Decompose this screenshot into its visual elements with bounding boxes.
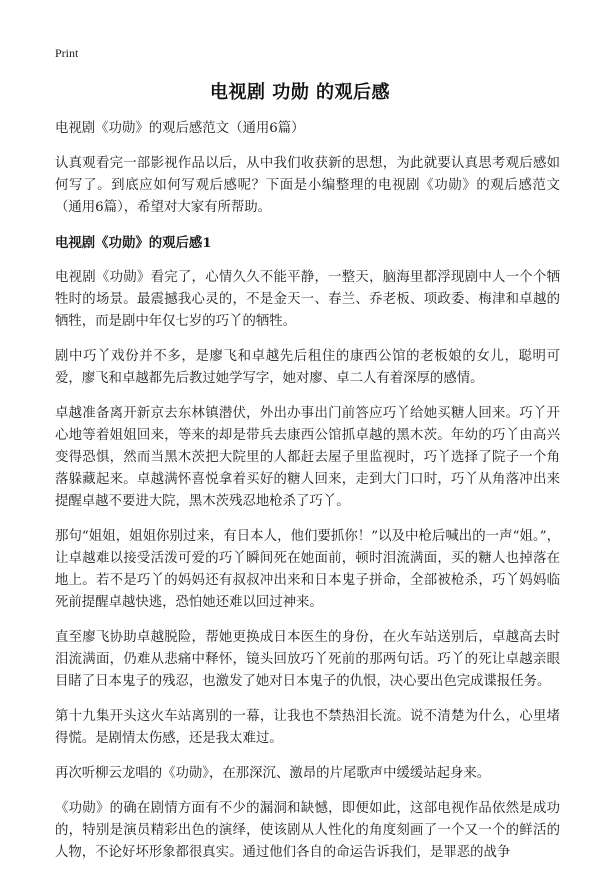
- intro-paragraph: 认真观看完一部影视作品以后，从中我们收获新的思想，为此就要认真思考观后感如何写了。到底应如何写观后感呢？下面是小编整理的电视剧《功勋》的观后感范文（通用6篇），希望对大家有所帮助。: [55, 156, 560, 215]
- section-heading: 电视剧《功勋》的观后感1: [55, 235, 212, 251]
- body-paragraph: 那句“姐姐，姐姐你别过来，有日本人，他们要抓你！”以及中枪后喊出的一声“姐。”，让卓越难以接受活泼可爱的巧丫瞬间死在她面前，顿时泪流满面，买的糖人也掉落在地上。若不是巧丫的妈妈还有叔叔冲出来和日本鬼子拼命，全部被枪杀，巧丫妈妈临死前提醒卓越快逃，恐怕她还难以回过神来。: [55, 529, 560, 610]
- document-body: [55, 118, 560, 877]
- document-title: 电视剧 功勋 的观后感: [209, 82, 391, 103]
- body-paragraph: 剧中巧丫戏份并不多，是廖飞和卓越先后租住的康西公馆的老板娘的女儿，聪明可爱，廖飞和卓越都先后教过她学写字，她对廖、卓二人有着深厚的感情。: [55, 349, 560, 386]
- document-subtitle: 电视剧《功勋》的观后感范文（通用6篇）: [55, 121, 305, 136]
- body-paragraph: 卓越准备离开新京去东林镇潜伏，外出办事出门前答应巧丫给她买糖人回来。巧丫开心地等着姐姐回来，等来的却是带兵去康西公馆抓卓越的黑木茨。年幼的巧丫由高兴变得恐惧，然而当黑木茨把大院里的人都赶去屋子里监视时，巧丫选择了院子一个角落躲藏起来。卓越满怀喜悦拿着买好的糖人回来，走到大门口时，巧丫从角落冲出来提醒卓越不要进大院，黑木茨残忍地枪杀了巧丫。: [55, 406, 560, 509]
- print-label: Print: [55, 46, 79, 60]
- body-paragraph: 电视剧《功勋》看完了，心情久久不能平静，一整天，脑海里都浮现剧中人一个个牺牲时的场景。最震撼我心灵的，不是金天一、春兰、乔老板、项政委、梅津和卓越的牺牲，而是剧中年仅七岁的巧丫的牺牲。: [55, 270, 560, 329]
- body-paragraph: 第十九集开头这火车站离别的一幕，让我也不禁热泪长流。说不清楚为什么，心里堵得慌。是剧情太伤感，还是我太难过。: [55, 709, 560, 746]
- body-paragraph: 《功勋》的确在剧情方面有不少的漏洞和缺憾，即便如此，这部电视作品依然是成功的，特别是演员精彩出色的演绎，使该剧从人性化的角度刻画了一个又一个的鲜活的人物，不论好坏形象都很真实。通过他们各自的命运告诉我们，是罪恶的战争: [55, 801, 560, 860]
- body-paragraph: 直至廖飞协助卓越脱险，帮她更换成日本医生的身份，在火车站送别后，卓越高去时泪流满面，仍难从悲痛中释怀，镜头回放巧丫死前的那两句话。巧丫的死让卓越亲眼目睹了日本鬼子的残忍，也激发了她对日本鬼子的仇恨，决心要出色完成谍报任务。: [55, 630, 560, 689]
- body-paragraph: 再次听柳云龙唱的《功勋》，在那深沉、激昂的片尾歌声中缓缓站起身来。: [55, 766, 491, 781]
